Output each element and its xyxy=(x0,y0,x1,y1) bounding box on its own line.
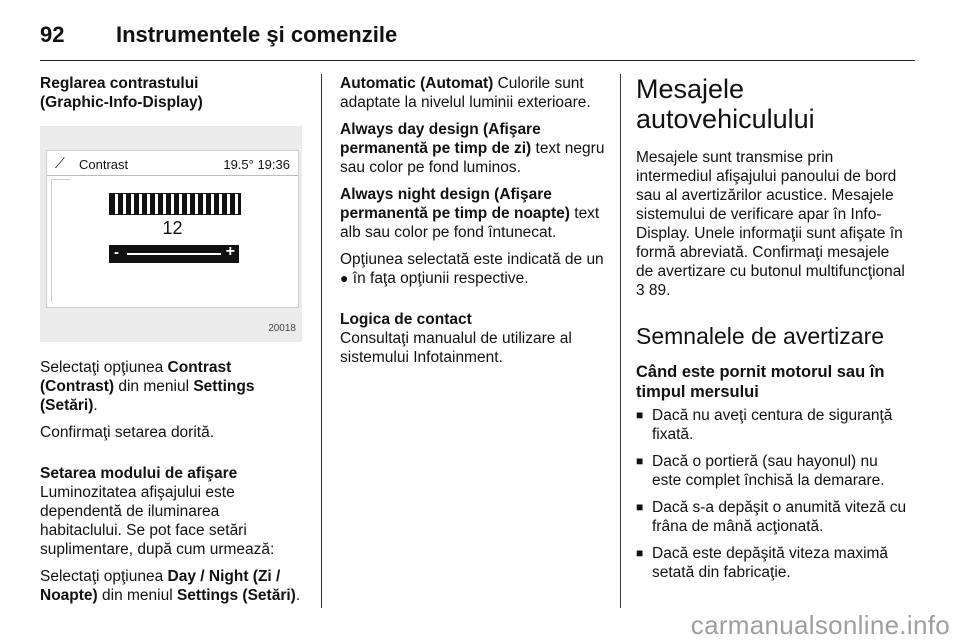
figure-code: 20018 xyxy=(268,323,296,334)
chapter-title: Instrumentele şi comenzile xyxy=(116,22,398,47)
section-title: Mesajele autovehiculului xyxy=(636,74,815,134)
header-divider xyxy=(40,60,915,61)
screen-header-bar xyxy=(47,151,298,176)
slider-track xyxy=(127,253,221,255)
bullet-dot-icon: ● xyxy=(340,270,349,286)
contact-logic-text: Consultaţi manualul de utilizare al sistemului Infotainment. xyxy=(340,330,572,366)
selected-option-note: Opţiunea selectată este indicată de un ● în faţa opţiunii respective. xyxy=(340,251,604,287)
contrast-instruction: Selectaţi opţiunea Contrast (Contrast) din meniul Settings (Setări). xyxy=(40,359,255,414)
contact-logic-heading: Logica de contact xyxy=(340,311,472,328)
column-1 xyxy=(40,74,302,613)
list-item: ■ Dacă s-a depăşit o anumită viteză cu frâna de mână acţionată. xyxy=(636,498,908,536)
confirm-text: Confirmaţi setarea dorită. xyxy=(40,424,215,441)
column-3 xyxy=(636,74,908,590)
contrast-heading: Reglarea contrastului (Graphic-Info-Display) xyxy=(40,75,203,111)
option-day: Always day design (Afişare permanentă pe timp de zi) text negru sau color pe fond luminos. xyxy=(340,121,605,176)
screen-frame xyxy=(51,179,70,302)
option-night: Always night design (Afişare permanentă pe timp de noapte) text alb sau color pe fond întunecat. xyxy=(340,186,600,241)
engine-running-heading: Când este pornit motorul sau în timpul mersului xyxy=(636,363,885,401)
contrast-pattern xyxy=(109,193,241,215)
column-2 xyxy=(340,74,608,375)
screen-title: Contrast xyxy=(79,157,129,172)
display-mode-heading: Setarea modului de afişare xyxy=(40,465,238,482)
screen-temp-time: 19.5° 19:36 xyxy=(223,157,290,172)
contrast-value: 12 xyxy=(162,218,183,238)
option-automatic: Automatic (Automat) Culorile sunt adaptate la nivelul luminii exterioare. xyxy=(340,75,591,111)
day-night-instruction: Selectaţi opţiunea Day / Night (Zi / Noapte) din meniul Settings (Setări). xyxy=(40,568,301,604)
messages-intro: Mesajele sunt transmise prin intermediul afişajului panoului de bord sau al avertizărilor acustice. Mesajele sistemului de verificare apar în Info-Display. Unele informaţii sunt afişate în formă abreviată. Confirmaţi mesajele de avertizare cu butonul multifuncţional 3 89. xyxy=(636,149,905,299)
warnings-list xyxy=(636,406,908,582)
contrast-slider xyxy=(109,245,239,263)
column-divider-2 xyxy=(620,74,621,608)
display-screen xyxy=(46,150,299,308)
minus-icon: - xyxy=(114,244,119,261)
column-divider-1 xyxy=(321,74,322,608)
page-number: 92 xyxy=(40,22,65,47)
plus-icon: + xyxy=(225,243,235,260)
page-reference: 3 89. xyxy=(636,282,671,299)
list-item: ■ Dacă o portieră (sau hayonul) nu este complet închisă la demarare. xyxy=(636,452,908,490)
contrast-icon: ⟋ xyxy=(55,155,65,171)
list-item: ■ Dacă este depăşită viteza maximă setată din fabricaţie. xyxy=(636,544,908,582)
display-mode-text: Luminozitatea afişajului este dependentă de iluminarea habitaclului. Se pot face setări suplimentare, după cum urmează: xyxy=(40,484,275,558)
watermark: carmanualsonline.info xyxy=(690,610,950,640)
page-header xyxy=(40,18,915,58)
contrast-figure xyxy=(40,126,302,342)
warnings-heading: Semnalele de avertizare xyxy=(636,323,885,349)
list-item: ■ Dacă nu aveţi centura de siguranţă fixată. xyxy=(636,406,908,444)
